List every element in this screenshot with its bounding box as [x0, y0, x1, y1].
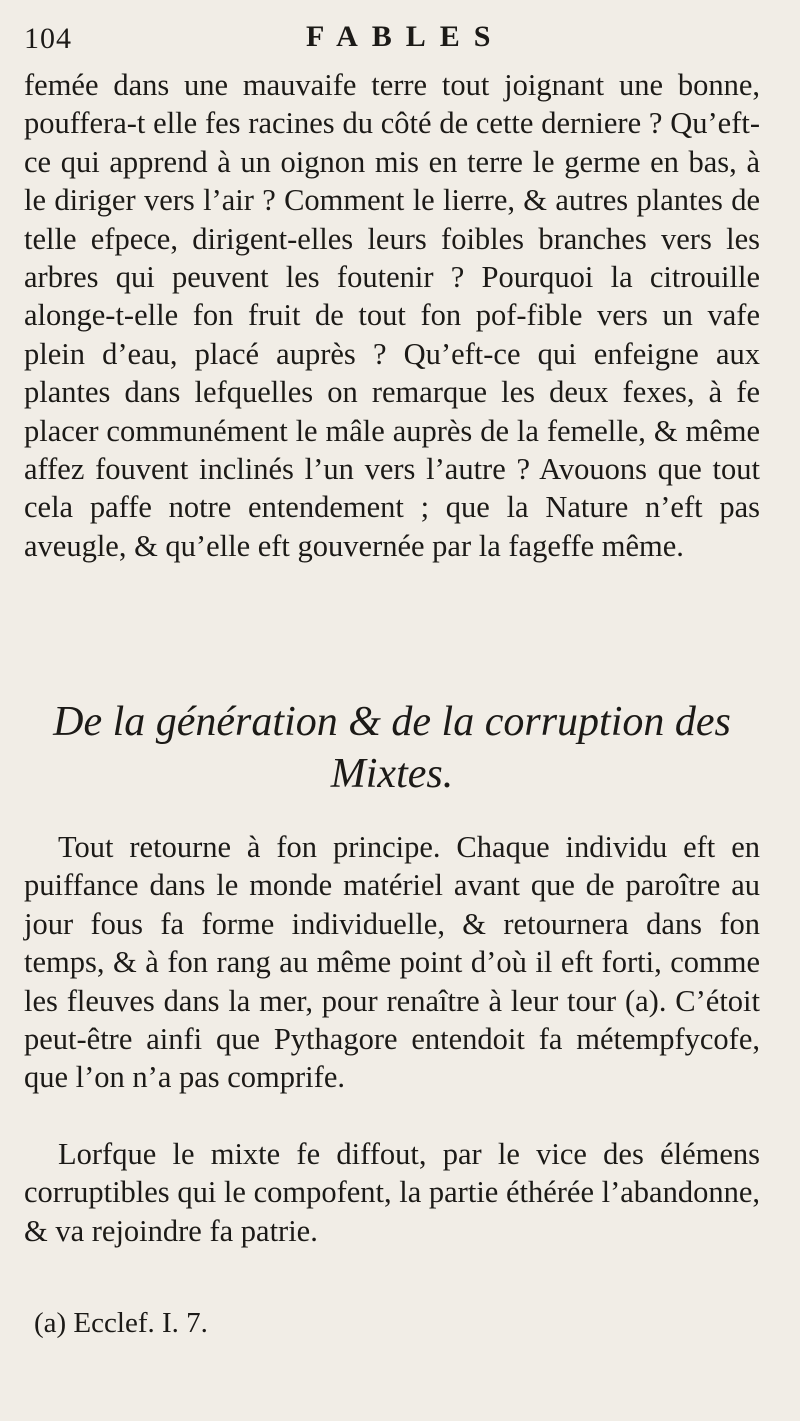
page-number: 104 [24, 22, 72, 55]
section-heading: De la génération & de la corruption des Mixtes. [53, 699, 731, 797]
paragraph-continued: femée dans une mauvaife terre tout joignant une bonne, pouffera-t elle fes racines du côté de cette derniere ? Qu’eft-ce qui apprend à un oignon mis en terre le germe en bas, à le diriger vers l’air ? Comment le lierre, & autres plantes de telle efpece, dirigent-elles leurs foibles branches vers les arbres qui peuvent les foutenir ? Pourquoi la citrouille alonge-t-elle fon fruit de tout fon pof-fible vers un vafe plein d’eau, placé auprès ? Qu’eft-ce qui enfeigne aux plantes dans lefquelles on remarque les deux fexes, à fe placer communément le mâle auprès de la femelle, & même affez fouvent inclinés l’un vers l’autre ? Avouons que tout cela paffe notre entendement ; que la Nature n’eft pas aveugle, & qu’elle eft gouvernée par la fageffe même. [24, 68, 760, 563]
running-head [24, 18, 764, 62]
footnote: (a) Ecclef. I. 7. [34, 1307, 208, 1339]
paragraph-tout-retourne: Tout retourne à fon principe. Chaque individu eft en puiffance dans le monde matériel avant que de paroître au jour fous fa forme individuelle, & retournera dans fon temps, & à fon rang au même point d’où il eft forti, comme les fleuves dans la mer, pour renaître à leur tour (a). C’étoit peut-être ainfi que Pythagore entendoit fa métempfycofe, que l’on n’a pas comprife. [24, 830, 760, 1095]
running-title: FABLES [306, 20, 505, 53]
paragraph-lorsque: Lorfque le mixte fe diffout, par le vice des élémens corruptibles qui le compofent, la partie éthérée l’abandonne, & va rejoindre fa patrie. [24, 1137, 760, 1248]
